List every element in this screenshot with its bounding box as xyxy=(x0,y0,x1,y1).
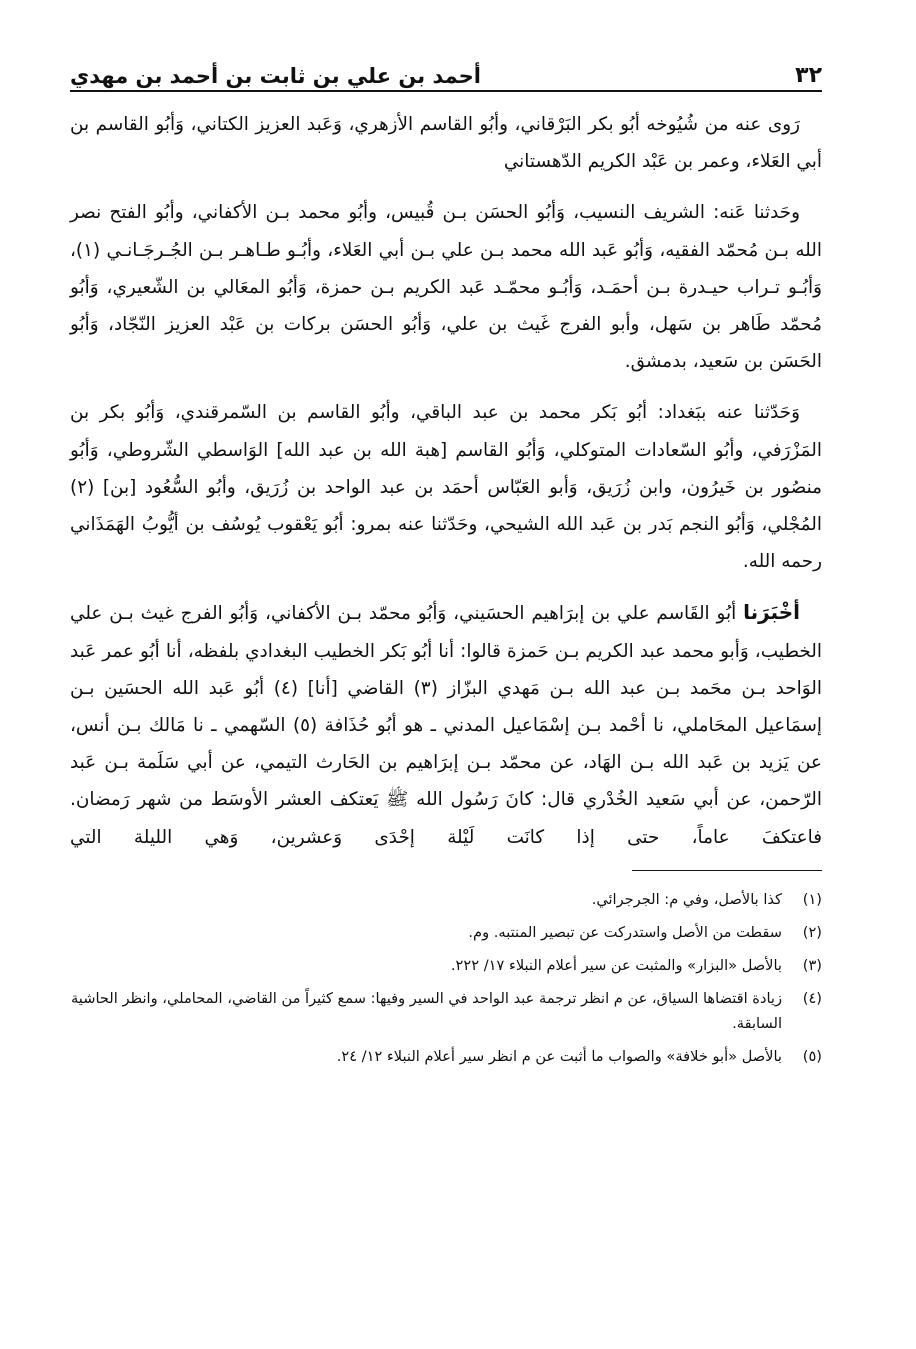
paragraph: رَوى عنه من شُيُوخه أبُو بكر البَرْقاني، وأبُو القاسم الأزهري، وَعَبد العزيز الكتاني، وَأبُو القاسم بن أبي العَلاء، وعمر بن عَبْد الكريم الدّهستاني xyxy=(70,114,822,173)
page-header xyxy=(70,48,822,88)
footnote xyxy=(70,986,822,1036)
footnote xyxy=(70,953,822,978)
paragraph: وحَدثنا عَنه: الشريف النسيب، وَأبُو الحسَن بـن قُبيس، وأبُو محمد بـن الأكفاني، وأبُو الفتح نصر الله بـن مُحمّد الفقيه، وَأبُو عَبد الله محمد بـن علي بـن أبي العَلاء، وأبُـو طـاهـر بـن الجُـرجَـانـي (١)، وَأبُـو تـراب حيـدرة بـن أحمَـد، وَأبُـو محمّـد عَبد الكريم بـن حمزة، وَأبُو المعَالي بن الشّعيري، وَأبُو مُحمّد طَاهر بن سَهل، وأبو الفرج غَيث بن علي، وَأبُو الحسَن بركات بن عَبْد العزيز النّجّاد، وَأبُو الحَسَن بن سَعيد، بدمشق. xyxy=(70,202,822,373)
footnote-number: (٣) xyxy=(802,956,822,974)
paragraph: وَحَدّثنا عنه ببَغداد: أبُو بَكر محمد بن عبد الباقي، وأبُو القاسم بن السّمرقندي، وَأبُو بكر بن المَزْرَفي، وأبُو السّعادات المتوكلي، وَأبُو القاسم [هبة الله بن عبد الله] الوَاسطي الشّروطي، وَأبُو منصُور بن خَيرُون، وابن زُرَيق، وَأبو العَبّاس أحمَد بن عبد الواحد بن زُرَيق، وأبُو السُّعُود [بن] (٢) المُجْلي، وَأبُو النجم بَدر بن عَبد الله الشيحي، وحَدّثنا عنه بمرو: أبُو يَعْقوب يُوسُف بن أيُّوبُ الهَمَذَاني رحمه الله. xyxy=(70,402,822,573)
running-title: أحمد بن علي بن ثابت بن أحمد بن مهدي xyxy=(70,64,481,88)
header-rule xyxy=(70,90,822,92)
footnote-text: زيادة اقتضاها السياق، عن م انظر ترجمة عبد الواحد في السير وفيها: سمع كثيراً من القاضي، المحاملي، وانظر الحاشية السابقة. xyxy=(70,989,782,1032)
footnote-number: (٥) xyxy=(802,1047,822,1065)
footnote xyxy=(70,1044,822,1069)
main-text xyxy=(70,106,822,856)
footnote-text: بالأصل «أبو خلافة» والصواب ما أثبت عن م انظر سير أعلام النبلاء ١٢/ ٢٤. xyxy=(336,1047,782,1065)
footnote-text: بالأصل «البزار» والمثبت عن سير أعلام النبلاء ١٧/ ٢٢٢. xyxy=(450,956,782,974)
footnotes xyxy=(70,887,822,1069)
paragraph-lead-word: أخْبَرَنا xyxy=(743,600,800,625)
footnote-text: سقطت من الأصل واستدركت عن تبصير المنتبه. وم. xyxy=(468,923,782,941)
footnote-text: كذا بالأصل، وفي م: الجرجرائي. xyxy=(591,890,782,908)
footnote xyxy=(70,887,822,912)
paragraph xyxy=(70,594,822,855)
footnote-number: (٤) xyxy=(802,989,822,1007)
footnote xyxy=(70,920,822,945)
page-number: ٣٢ xyxy=(795,63,822,88)
footnote-number: (٢) xyxy=(802,923,822,941)
footnote-rule xyxy=(632,870,822,871)
paragraph-body: أبُو القَاسم علي بن إبرَاهيم الحسَيني، وَأبُو محمّد بـن الأكفاني، وَأبُو الفرج غيث بـن علي الخطيب، وَأبو محمد عبد الكريم بـن حَمزة قالوا: أنا أبُو بَكر الخطيب البغدادي بلفظه، أنا أبُو عمر عَبد الوَاحد بـن محَمد بـن عبد الله بـن مَهدي البزّاز (٣) القاضي [أنا] (٤) أبُو عَبد الله الحسَين بـن إسمَاعيل المحَاملي، نا أحْمد بـن إسْمَاعيل المدني ـ هو أبُو حُذَافة (٥) السّهمي ـ نا مَالك بـن أنس، عن يَزيد بن عَبد الله بـن الهَاد، عن محمّد بـن إبرَاهيم بن الحَارث التيمي، عن أبي سَلَمة بـن عَبد الرّحمن، عن أبي سَعيد الخُدْري قال: كانَ رَسُول الله ﷺ يَعتكف العشر الأوسَط من شهر رَمضان. فاعتكفَ عاماً، حتى إذا كانَت لَيْلة إحْدَى وَعشرين، وَهي الليلة التي xyxy=(70,603,822,848)
book-page xyxy=(70,48,822,1077)
footnote-number: (١) xyxy=(802,890,822,908)
